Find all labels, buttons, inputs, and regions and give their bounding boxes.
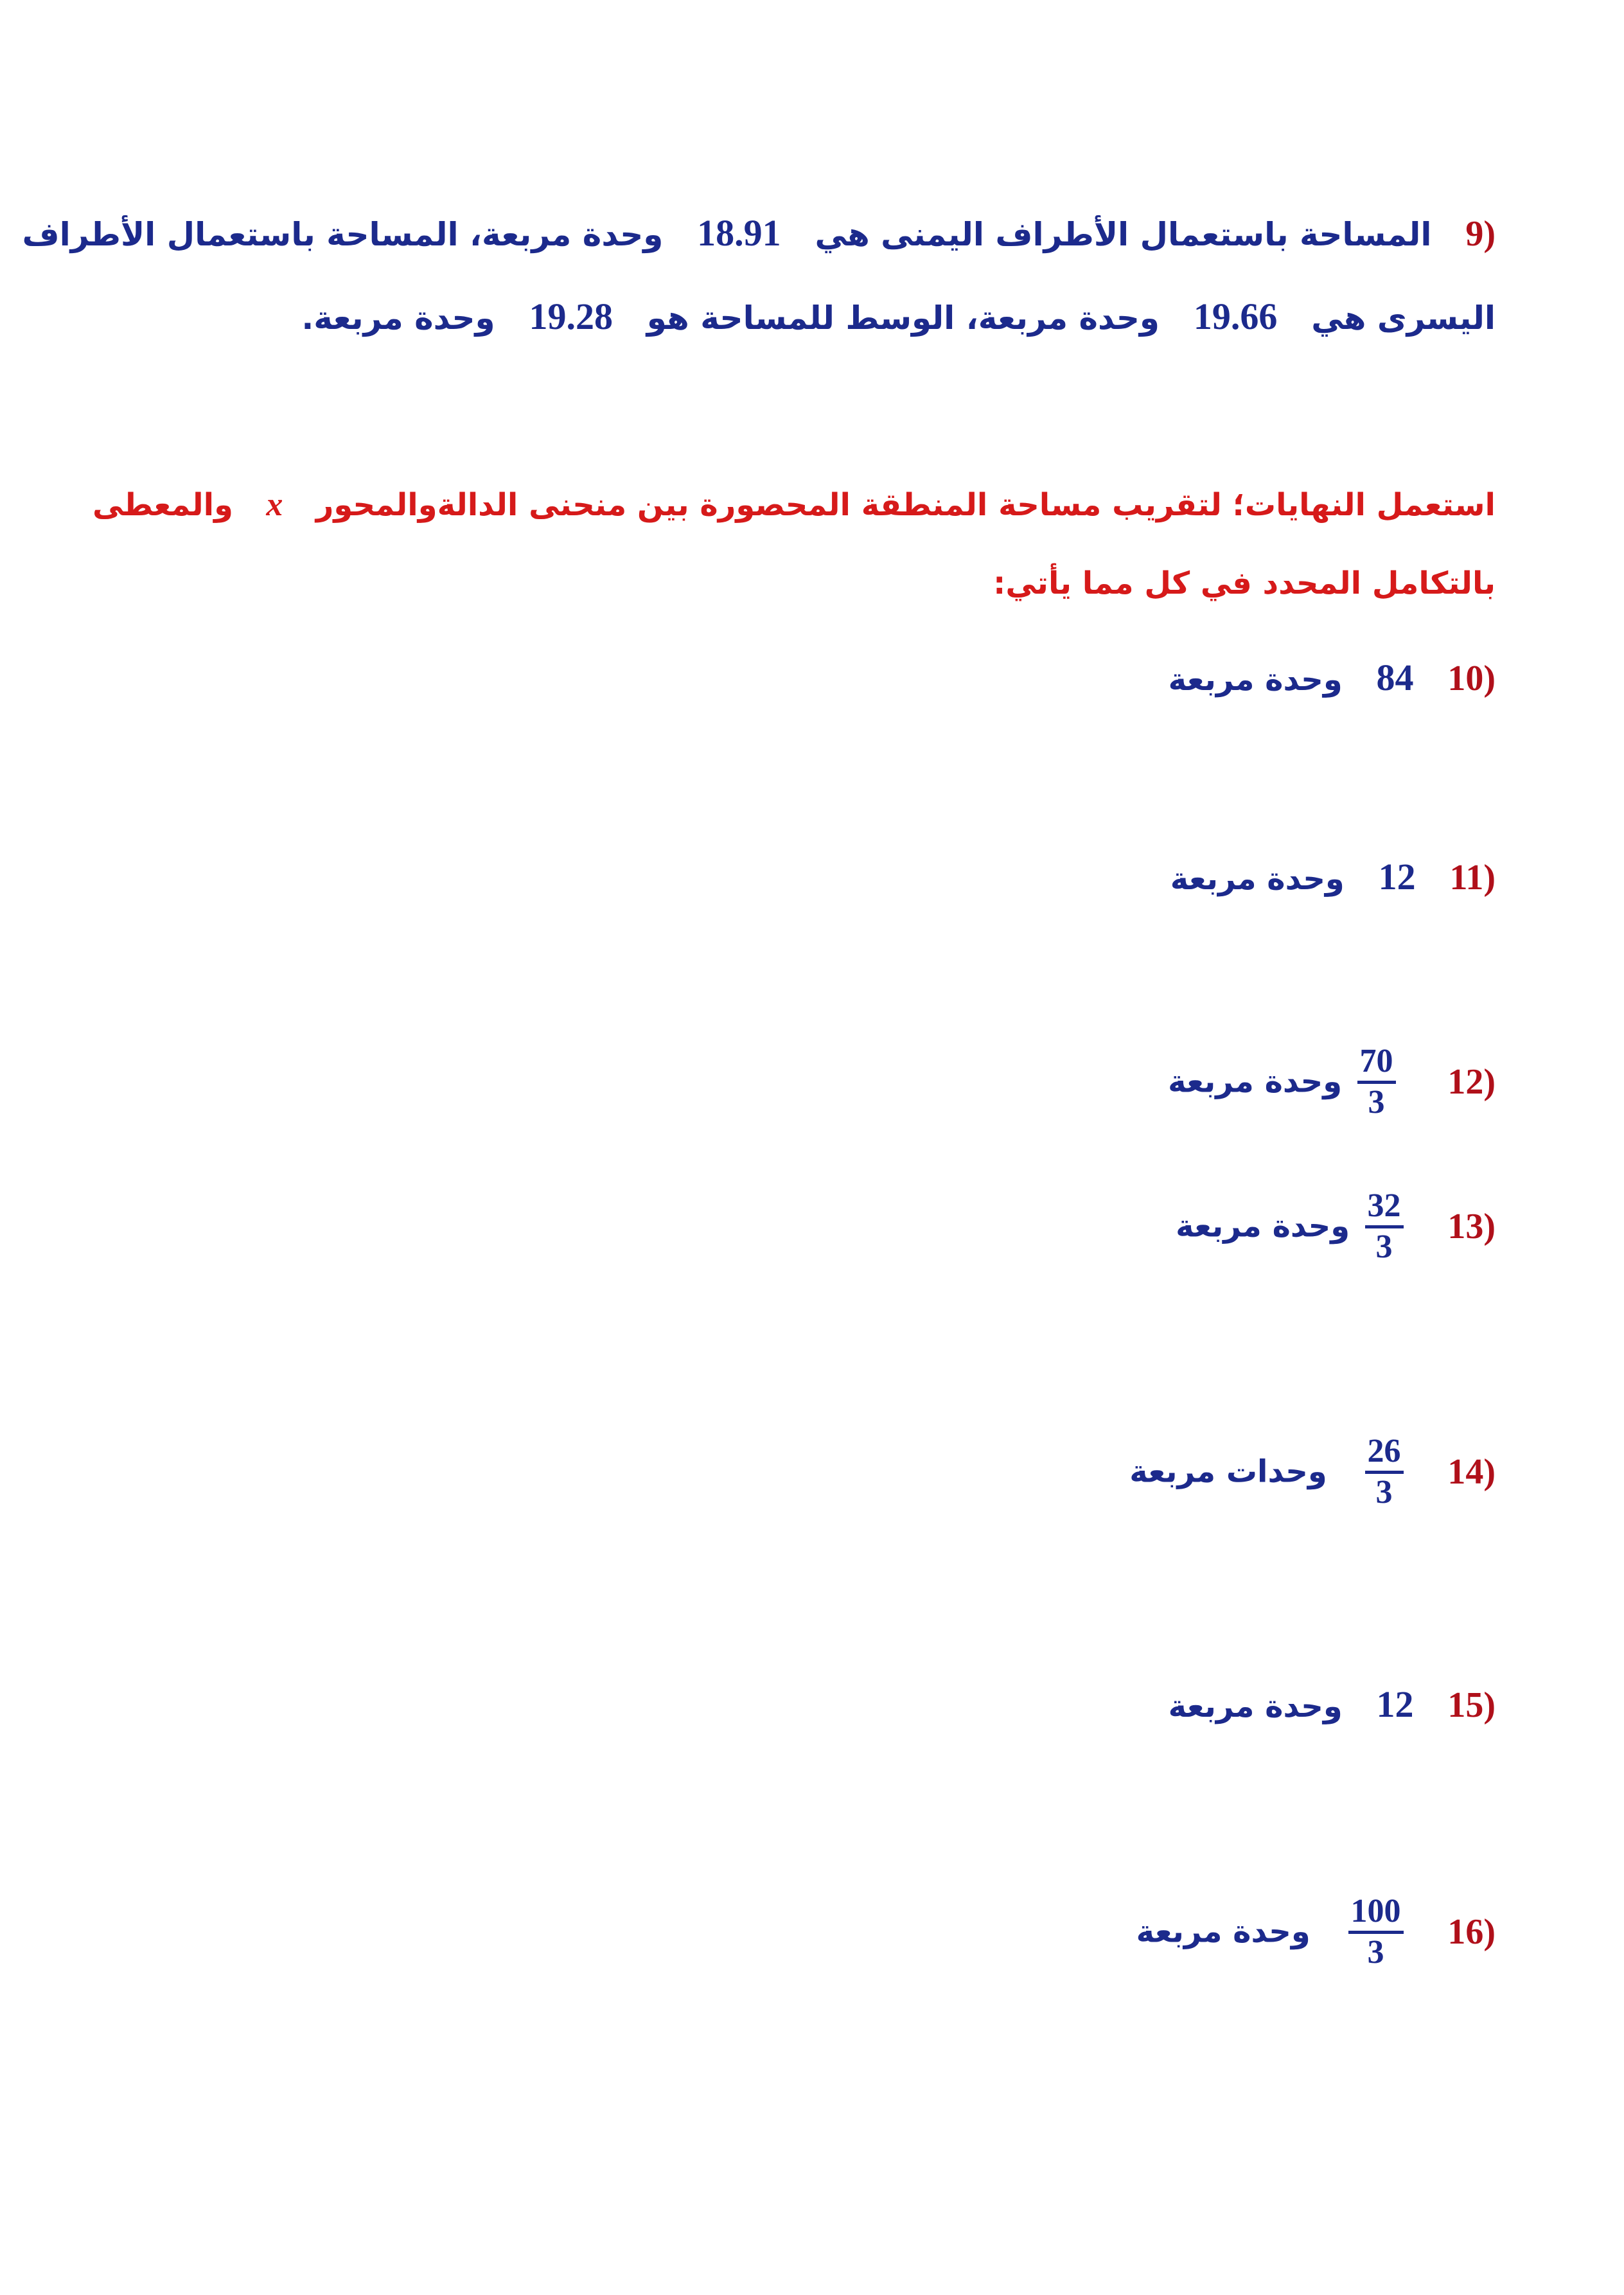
- answer-unit: وحدة مربعة: [1168, 1688, 1343, 1724]
- answer-14: [1129, 1434, 1496, 1510]
- instruction-line-2: [993, 565, 1496, 603]
- instruction-line-1: [93, 485, 1496, 525]
- fraction-denominator: 3: [1375, 1228, 1393, 1265]
- answer-number: 10): [1447, 659, 1496, 698]
- fraction-numerator: 100: [1348, 1894, 1404, 1934]
- problem-9-value-left: 19.66: [1193, 296, 1278, 337]
- problem-9-text-4: وحدة مربعة، الوسط للمساحة هو: [646, 299, 1160, 337]
- answer-fraction: [1348, 1894, 1404, 1970]
- answer-fraction: [1365, 1189, 1404, 1264]
- fraction-denominator: 3: [1375, 1473, 1393, 1511]
- answer-number: 12): [1447, 1061, 1496, 1102]
- problem-9-text-5: وحدة مربعة.: [301, 299, 495, 337]
- answer-12: [1168, 1044, 1496, 1120]
- instruction-variable-x: x: [266, 486, 283, 523]
- fraction-numerator: 70: [1357, 1044, 1396, 1084]
- answer-fraction: [1357, 1044, 1396, 1120]
- problem-9-value-mid: 19.28: [529, 296, 613, 337]
- answer-number: 16): [1447, 1911, 1496, 1952]
- problem-9-text-1: المساحة باستعمال الأطراف اليمنى هي: [815, 216, 1432, 253]
- problem-9-line-2: [301, 294, 1496, 339]
- answer-value: 84: [1376, 657, 1414, 698]
- answer-unit: وحدة مربعة: [1170, 861, 1345, 897]
- fraction-denominator: 3: [1368, 1083, 1385, 1121]
- answer-number: 11): [1449, 858, 1496, 898]
- answer-value: 12: [1376, 1683, 1414, 1725]
- answer-15: [1169, 1682, 1496, 1727]
- problem-9-text-3: اليسرى هي: [1311, 299, 1496, 337]
- answer-unit: وحدة مربعة: [1168, 1063, 1343, 1100]
- instruction-text-3: بالتكامل المحدد في كل مما يأتي:: [993, 565, 1496, 601]
- problem-9-number: 9): [1465, 214, 1496, 254]
- answer-10: [1169, 655, 1496, 700]
- answer-number: 14): [1447, 1451, 1496, 1492]
- fraction-numerator: 32: [1365, 1189, 1404, 1228]
- answer-number: 15): [1447, 1685, 1496, 1725]
- answer-16: [1136, 1894, 1496, 1970]
- answer-13: [1176, 1189, 1496, 1264]
- instruction-text-2: والمعطى: [93, 487, 233, 523]
- answer-unit: وحدات مربعة: [1129, 1453, 1327, 1490]
- answer-fraction: [1365, 1434, 1404, 1510]
- problem-9-line-1: [22, 211, 1496, 256]
- answer-unit: وحدة مربعة: [1176, 1208, 1350, 1245]
- answer-11: [1170, 855, 1496, 899]
- instruction-text-1: استعمل النهايات؛ لتقريب مساحة المنطقة المحصورة بين منحنى الدالةوالمحور: [315, 487, 1496, 523]
- problem-9-value-right: 18.91: [697, 212, 781, 254]
- fraction-numerator: 26: [1365, 1434, 1404, 1474]
- answer-number: 13): [1447, 1206, 1496, 1246]
- fraction-denominator: 3: [1367, 1933, 1384, 1971]
- answer-unit: وحدة مربعة: [1136, 1913, 1311, 1950]
- answer-unit: وحدة مربعة: [1168, 662, 1343, 698]
- problem-9-text-2: وحدة مربعة، المساحة باستعمال الأطراف: [22, 216, 664, 253]
- answer-value: 12: [1378, 856, 1416, 898]
